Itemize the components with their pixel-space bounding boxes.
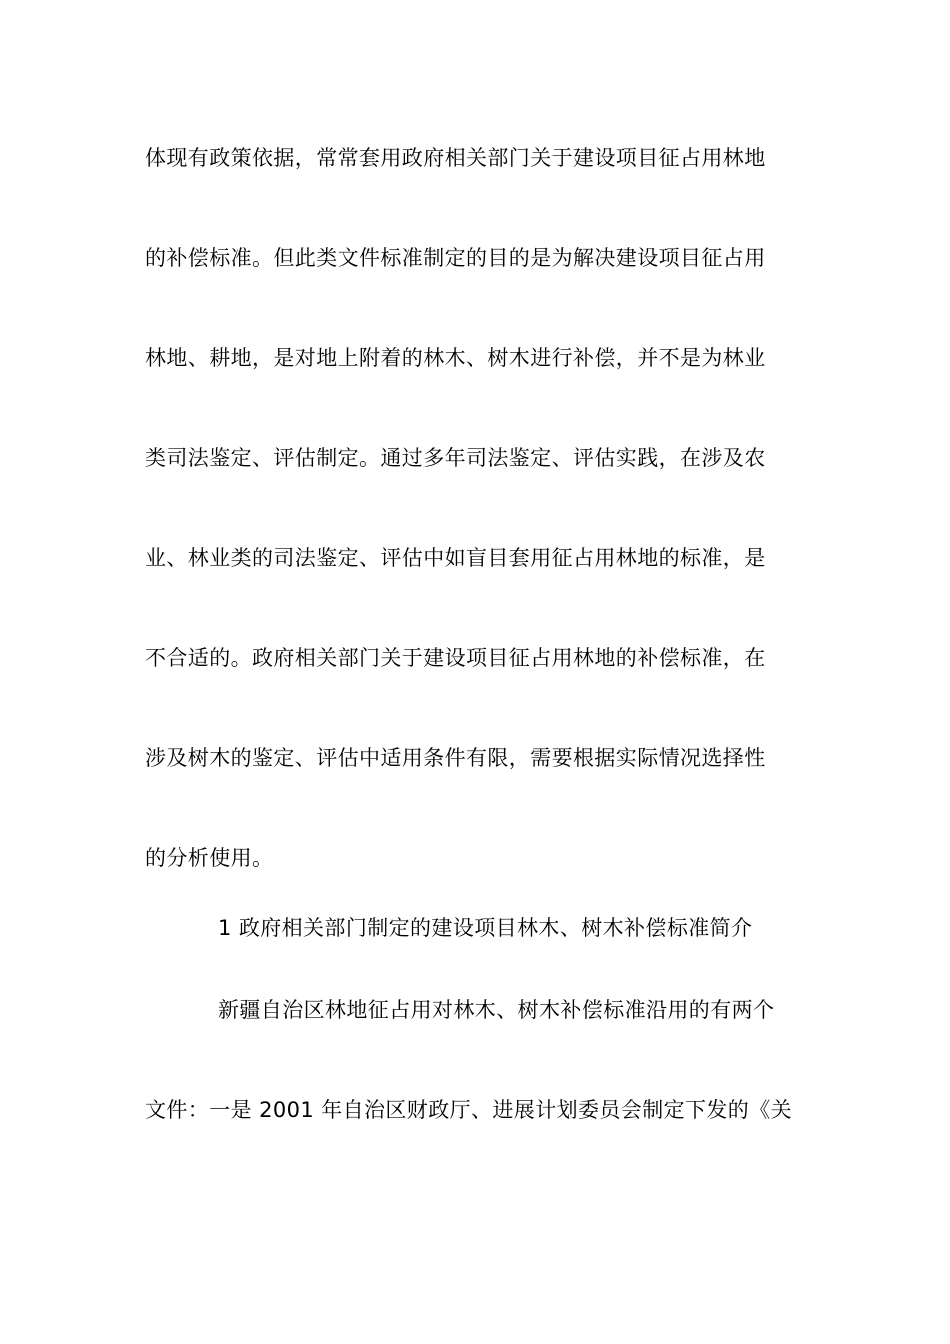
- paragraph-line: 不合适的。政府相关部门关于建设项目征占用林地的补偿标准，在: [145, 646, 766, 670]
- paragraph-line: 体现有政策依据，常常套用政府相关部门关于建设项目征占用林地: [145, 146, 766, 170]
- paragraph-line: 类司法鉴定、评估制定。通过多年司法鉴定、评估实践，在涉及农: [145, 446, 766, 470]
- paragraph-line: 业、林业类的司法鉴定、评估中如盲目套用征占用林地的标准，是: [145, 546, 766, 570]
- paragraph-line: 林地、耕地，是对地上附着的林木、树木进行补偿，并不是为林业: [145, 346, 766, 370]
- paragraph-line: 文件：一是 2001 年自治区财政厅、进展计划委员会制定下发的《关: [145, 1098, 792, 1122]
- paragraph-line: 涉及树木的鉴定、评估中适用条件有限，需要根据实际情况选择性: [145, 746, 766, 770]
- paragraph-line: 新疆自治区林地征占用对林木、树木补偿标准沿用的有两个: [218, 998, 775, 1022]
- paragraph-line: 的补偿标准。但此类文件标准制定的目的是为解决建设项目征占用: [145, 246, 766, 270]
- paragraph-line: 的分析使用。: [145, 846, 274, 870]
- section-heading: 1 政府相关部门制定的建设项目林木、树木补偿标准简介: [218, 916, 753, 940]
